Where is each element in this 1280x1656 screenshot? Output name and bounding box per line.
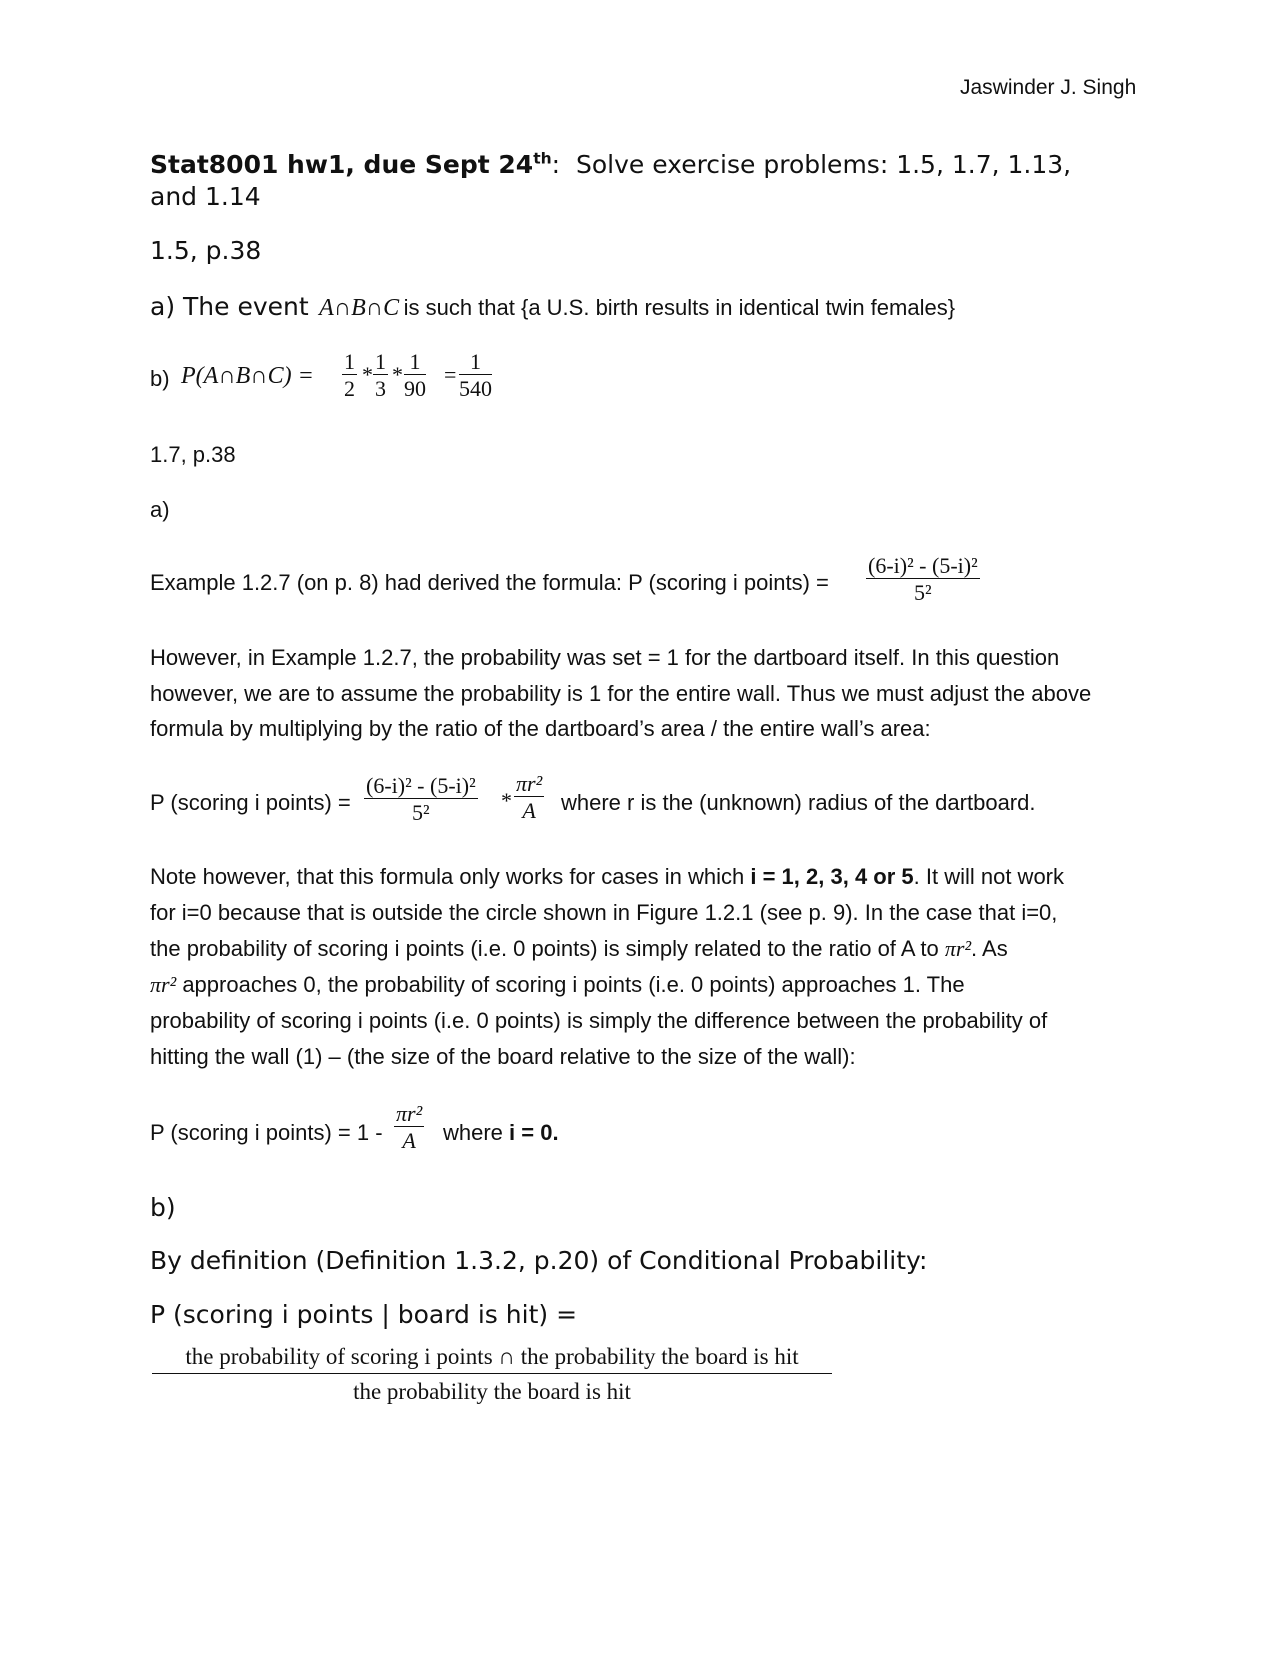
formula2-times: * bbox=[501, 788, 512, 813]
answer-1-7-b-label: b) bbox=[150, 1193, 176, 1222]
section-heading-1-5: 1.5, p.38 bbox=[150, 236, 262, 265]
answer-a-text: is such that {a U.S. birth results in identical twin females} bbox=[403, 295, 956, 320]
note-line-5: probability of scoring i points (i.e. 0 points) is simply the difference between the probability of bbox=[150, 1008, 1048, 1033]
fraction-one-ninetieth: $\frac{1}{90}$ bbox=[404, 349, 426, 402]
note-line-1: Note however, that this formula only works for cases in which i = 1, 2, 3, 4 or 5. It will not work bbox=[150, 864, 1065, 889]
answer-1-5-a bbox=[150, 292, 955, 322]
area-ratio-fraction: $\frac{\text{πr²}}{A}$ bbox=[516, 771, 543, 824]
example-text: Example 1.2.7 (on p. 8) had derived the formula: P (scoring i points) = bbox=[150, 570, 829, 595]
fraction-one-half: $\frac{1}{2}$ bbox=[344, 349, 355, 402]
section-heading-1-7: 1.7, p.38 bbox=[150, 442, 236, 467]
note-valid-values: i = 1, 2, 3, 4 or 5 bbox=[750, 864, 914, 889]
answer-1-7-a-label: a) bbox=[150, 497, 170, 522]
formula3-where: where i = 0. bbox=[443, 1120, 559, 1145]
page-title bbox=[150, 150, 1071, 179]
formula2-lhs: P (scoring i points) = bbox=[150, 790, 351, 815]
formula3-condition: i = 0 bbox=[509, 1120, 553, 1145]
title-colon: : bbox=[551, 150, 561, 179]
pi-r-squared: πr² bbox=[944, 936, 972, 961]
however-paragraph: However, in Example 1.2.7, the probability was set = 1 for the dartboard itself. In this question however, we are to assume the probability is 1 for the entire wall. Thus we must adjust the above formula by multiplying by the ratio of the dartboard’s area / the entire wall’s area: bbox=[150, 645, 1092, 741]
pi-r-squared: πr² bbox=[150, 972, 177, 997]
title-bold: Stat8001 hw1, due Sept 24 bbox=[150, 150, 534, 179]
times-sign-1: * bbox=[362, 362, 373, 387]
formula3-fraction: $\frac{\text{πr²}}{A}$ bbox=[396, 1101, 423, 1154]
note-line-2: for i=0 because that is outside the circle shown in Figure 1.2.1 (see p. 9). In the case that i=0, bbox=[150, 900, 1058, 925]
formula2-where: where r is the (unknown) radius of the dartboard. bbox=[561, 790, 1036, 815]
conditional-numerator: the probability of scoring i points ∩ the probability the board is hit bbox=[152, 1345, 832, 1374]
equals-sign: = bbox=[444, 362, 457, 387]
definition-text: By definition (Definition 1.3.2, p.20) of Conditional Probability: bbox=[150, 1246, 928, 1275]
author-name: Jaswinder J. Singh bbox=[960, 76, 1137, 99]
probability-lhs: P(A∩B∩C) = bbox=[181, 363, 314, 389]
fraction-result: $\frac{1}{540}$ bbox=[459, 349, 492, 402]
formula-scoring-fraction: $\frac{\text{(6-i)² - (5-i)²}}{\text{5²}}$ bbox=[868, 553, 978, 606]
fraction-one-third: $\frac{1}{3}$ bbox=[375, 349, 386, 402]
conditional-probability-lhs: P (scoring i points | board is hit) = bbox=[150, 1300, 578, 1329]
formula2-fraction: $\frac{\text{(6-i)² - (5-i)²}}{\text{5²}}$ bbox=[366, 773, 476, 826]
title-line2: and 1.14 bbox=[150, 182, 261, 211]
conditional-probability-fraction bbox=[152, 1345, 832, 1404]
answer-1-5-b-label: b) bbox=[150, 366, 170, 391]
conditional-denominator: the probability the board is hit bbox=[353, 1379, 631, 1405]
title-rest: Solve exercise problems: 1.5, 1.7, 1.13, bbox=[576, 150, 1072, 179]
answer-a-prefix: a) The event bbox=[150, 292, 309, 321]
note-line-4: πr² approaches 0, the probability of scoring i points (i.e. 0 points) approaches 1. The bbox=[150, 972, 965, 997]
event-expression: A∩B∩C bbox=[319, 295, 400, 321]
times-sign-2: * bbox=[392, 362, 403, 387]
note-line-6: hitting the wall (1) – (the size of the board relative to the size of the wall): bbox=[150, 1044, 856, 1069]
formula3-lhs: P (scoring i points) = 1 - bbox=[150, 1120, 383, 1145]
note-line-3: the probability of scoring i points (i.e. 0 points) is simply related to the ratio of A to πr². As bbox=[150, 936, 1008, 961]
title-superscript: th bbox=[533, 149, 552, 168]
